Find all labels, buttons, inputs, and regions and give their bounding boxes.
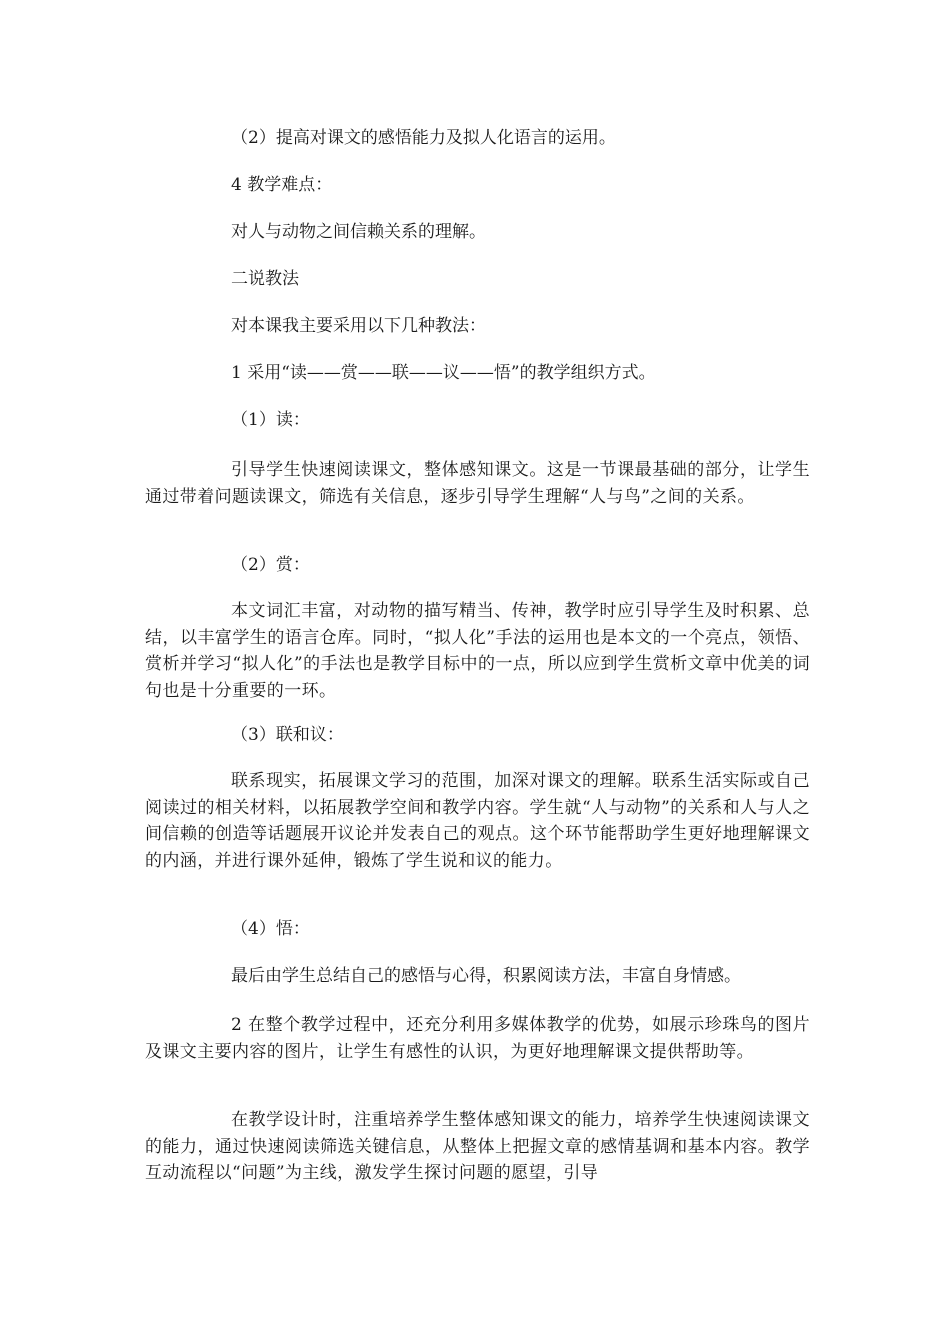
step-connect-discuss-heading: （3）联和议： bbox=[231, 725, 344, 745]
design-paragraph: 在教学设计时，注重培养学生整体感知课文的能力，培养学生快速阅读课文的能力，通过快速阅读筛选关键信息，从整体上把握文章的感情基调和基本内容。教学互动流程以“问题”为主线，激发学生探讨问题的愿望，引导 bbox=[145, 1110, 810, 1183]
step-connect-discuss-paragraph: 联系现实，拓展课文学习的范围，加深对课文的理解。联系生活实际或自己阅读过的相关材料，以拓展教学空间和教学内容。学生就“人与动物”的关系和人与人之间信赖的创造等话题展开议论并发表自己的观点。这个环节能帮助学生更好地理解课文的内涵，并进行课外延伸，锻炼了学生说和议的能力。 bbox=[145, 771, 810, 871]
step-realize-text: 最后由学生总结自己的感悟与心得，积累阅读方法，丰富自身情感。 bbox=[231, 966, 741, 986]
method-1-heading: 1 采用“读——赏——联——议——悟”的教学组织方式。 bbox=[231, 363, 656, 383]
objective-item-2: （2）提高对课文的感悟能力及拟人化语言的运用。 bbox=[231, 128, 616, 148]
methods-intro: 对本课我主要采用以下几种教法： bbox=[231, 316, 486, 336]
step-read-heading: （1）读： bbox=[231, 410, 310, 430]
step-realize-heading: （4）悟： bbox=[231, 919, 310, 939]
step-appreciate-paragraph: 本文词汇丰富，对动物的描写精当、传神，教学时应引导学生及时积累、总结，以丰富学生的语言仓库。同时，“拟人化”手法的运用也是本文的一个亮点，领悟、赏析并学习“拟人化”的手法也是教学目标中的一点，所以应到学生赏析文章中优美的词句也是十分重要的一环。 bbox=[145, 601, 810, 701]
method-2-paragraph: 2 在整个教学过程中，还充分利用多媒体教学的优势，如展示珍珠鸟的图片及课文主要内容的图片，让学生有感性的认识，为更好地理解课文提供帮助等。 bbox=[145, 1015, 810, 1062]
section-heading-methods: 二说教法 bbox=[231, 269, 299, 289]
difficulty-text: 对人与动物之间信赖关系的理解。 bbox=[231, 222, 486, 242]
step-appreciate-heading: （2）赏： bbox=[231, 555, 310, 575]
section-heading-difficulty: 4 教学难点： bbox=[231, 175, 333, 195]
step-read-paragraph: 引导学生快速阅读课文，整体感知课文。这是一节课最基础的部分，让学生通过带着问题读课文，筛选有关信息，逐步引导学生理解“人与鸟”之间的关系。 bbox=[145, 460, 810, 507]
